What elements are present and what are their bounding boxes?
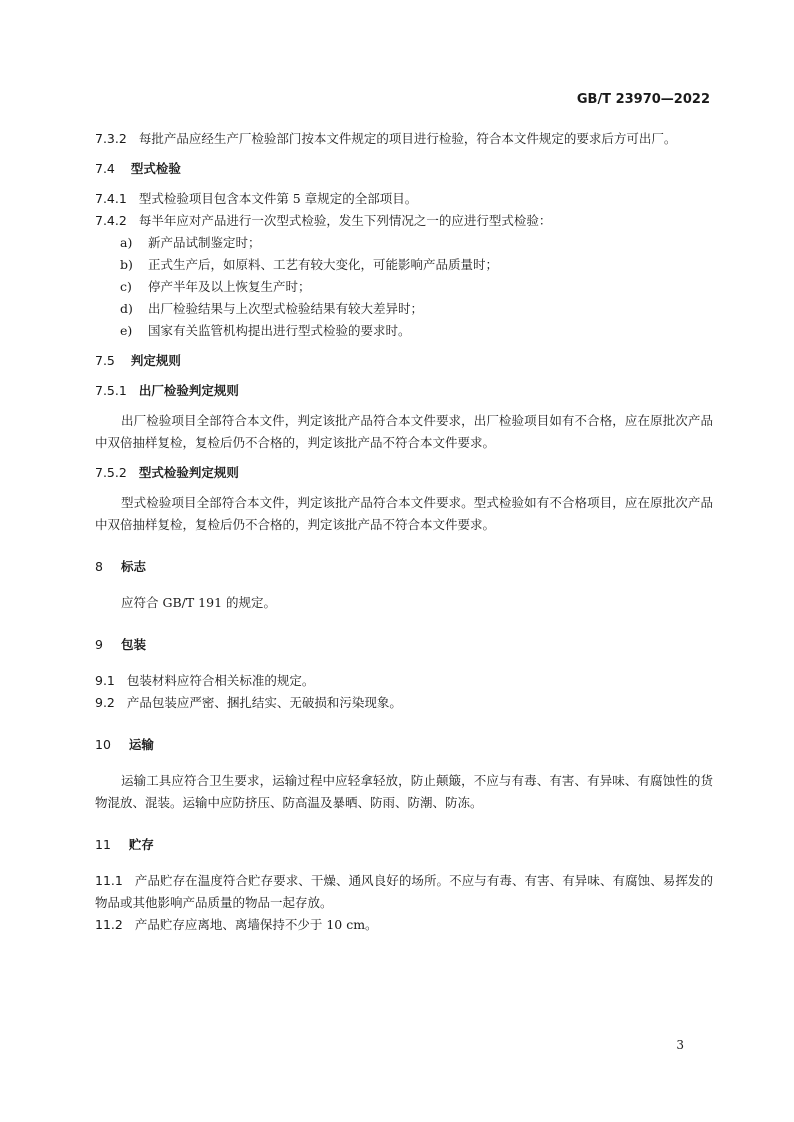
heading-7-5-1	[95, 380, 713, 402]
heading-title: 贮存	[128, 837, 154, 852]
list-item-text: 国家有关监管机构提出进行型式检验的要求时。	[148, 323, 411, 338]
paragraph-7-5-2: 型式检验项目全部符合本文件，判定该批产品符合本文件要求。型式检验如有不合格项目，应在原批次产品中双倍抽样复检，复检后仍不合格的，判定该批产品不符合本文件要求。	[95, 495, 713, 532]
heading-title: 出厂检验判定规则	[138, 383, 239, 398]
heading-title: 标志	[120, 559, 146, 574]
clause-number: 9.2	[95, 695, 115, 710]
heading-title: 型式检验	[130, 161, 181, 176]
list-marker: a)	[120, 235, 133, 250]
list-marker: c)	[120, 279, 132, 294]
heading-number: 7.4	[95, 161, 115, 176]
list-marker: b)	[120, 257, 133, 272]
list-item-text: 正式生产后，如原料、工艺有较大变化，可能影响产品质量时；	[148, 257, 499, 272]
heading-title: 包装	[120, 637, 146, 652]
list-marker: e)	[120, 323, 133, 338]
clause-7-3-2	[95, 128, 713, 150]
heading-7-4	[95, 158, 713, 180]
heading-title: 判定规则	[130, 353, 181, 368]
clause-text: 产品贮存应离地、离墙保持不少于 10 cm。	[134, 917, 378, 932]
clause-text: 产品贮存在温度符合贮存要求、干燥、通风良好的场所。不应与有毒、有害、有异味、有腐蚀、易挥发的物品或其他影响产品质量的物品一起存放。	[95, 873, 713, 910]
heading-number: 7.5.1	[95, 383, 127, 398]
clause-text: 包装材料应符合相关标准的规定。	[126, 673, 315, 688]
clause-text: 每半年应对产品进行一次型式检验，发生下列情况之一的应进行型式检验：	[138, 213, 552, 228]
clause-7-4-1	[95, 188, 713, 210]
heading-11	[95, 834, 713, 856]
list-item	[95, 254, 713, 276]
clause-number: 7.3.2	[95, 131, 127, 146]
heading-10	[95, 734, 713, 756]
clause-number: 7.4.2	[95, 213, 127, 228]
heading-number: 7.5	[95, 353, 115, 368]
document-body	[95, 128, 713, 936]
clause-number: 11.2	[95, 917, 123, 932]
clause-7-4-2	[95, 210, 713, 232]
heading-number: 11	[95, 837, 111, 852]
heading-title: 型式检验判定规则	[138, 465, 239, 480]
clause-text: 产品包装应严密、捆扎结实、无破损和污染现象。	[126, 695, 402, 710]
list-marker: d)	[120, 301, 133, 316]
heading-7-5-2	[95, 462, 713, 484]
clause-number: 9.1	[95, 673, 115, 688]
clause-number: 7.4.1	[95, 191, 127, 206]
clause-9-2	[95, 692, 713, 714]
heading-number: 9	[95, 637, 103, 652]
clause-text: 型式检验项目包含本文件第 5 章规定的全部项目。	[138, 191, 418, 206]
clause-text: 每批产品应经生产厂检验部门按本文件规定的项目进行检验，符合本文件规定的要求后方可出厂。	[138, 131, 677, 146]
clause-number: 11.1	[95, 873, 123, 888]
paragraph-8: 应符合 GB/T 191 的规定。	[121, 595, 276, 610]
list-item-text: 出厂检验结果与上次型式检验结果有较大差异时；	[148, 301, 424, 316]
paragraph-10: 运输工具应符合卫生要求，运输过程中应轻拿轻放，防止颠簸，不应与有毒、有害、有异味、有腐蚀性的货物混放、混装。运输中应防挤压、防高温及暴晒、防雨、防潮、防冻。	[95, 773, 713, 810]
clause-11-1	[95, 870, 713, 914]
heading-title: 运输	[128, 737, 154, 752]
heading-number: 7.5.2	[95, 465, 127, 480]
clause-11-2	[95, 914, 713, 936]
heading-8	[95, 556, 713, 578]
paragraph-7-5-1: 出厂检验项目全部符合本文件，判定该批产品符合本文件要求，出厂检验项目如有不合格，应在原批次产品中双倍抽样复检，复检后仍不合格的，判定该批产品不符合本文件要求。	[95, 413, 713, 450]
list-item	[95, 298, 713, 320]
list-item-text: 停产半年及以上恢复生产时；	[148, 279, 311, 294]
list-item	[95, 276, 713, 298]
list-item-text: 新产品试制鉴定时；	[148, 235, 261, 250]
heading-number: 8	[95, 559, 103, 574]
list-item	[95, 320, 713, 342]
heading-number: 10	[95, 737, 111, 752]
document-code: GB/T 23970—2022	[576, 92, 710, 107]
clause-9-1	[95, 670, 713, 692]
list-item	[95, 232, 713, 254]
condition-list	[95, 232, 713, 342]
heading-7-5	[95, 350, 713, 372]
page-number: 3	[676, 1038, 684, 1052]
heading-9	[95, 634, 713, 656]
